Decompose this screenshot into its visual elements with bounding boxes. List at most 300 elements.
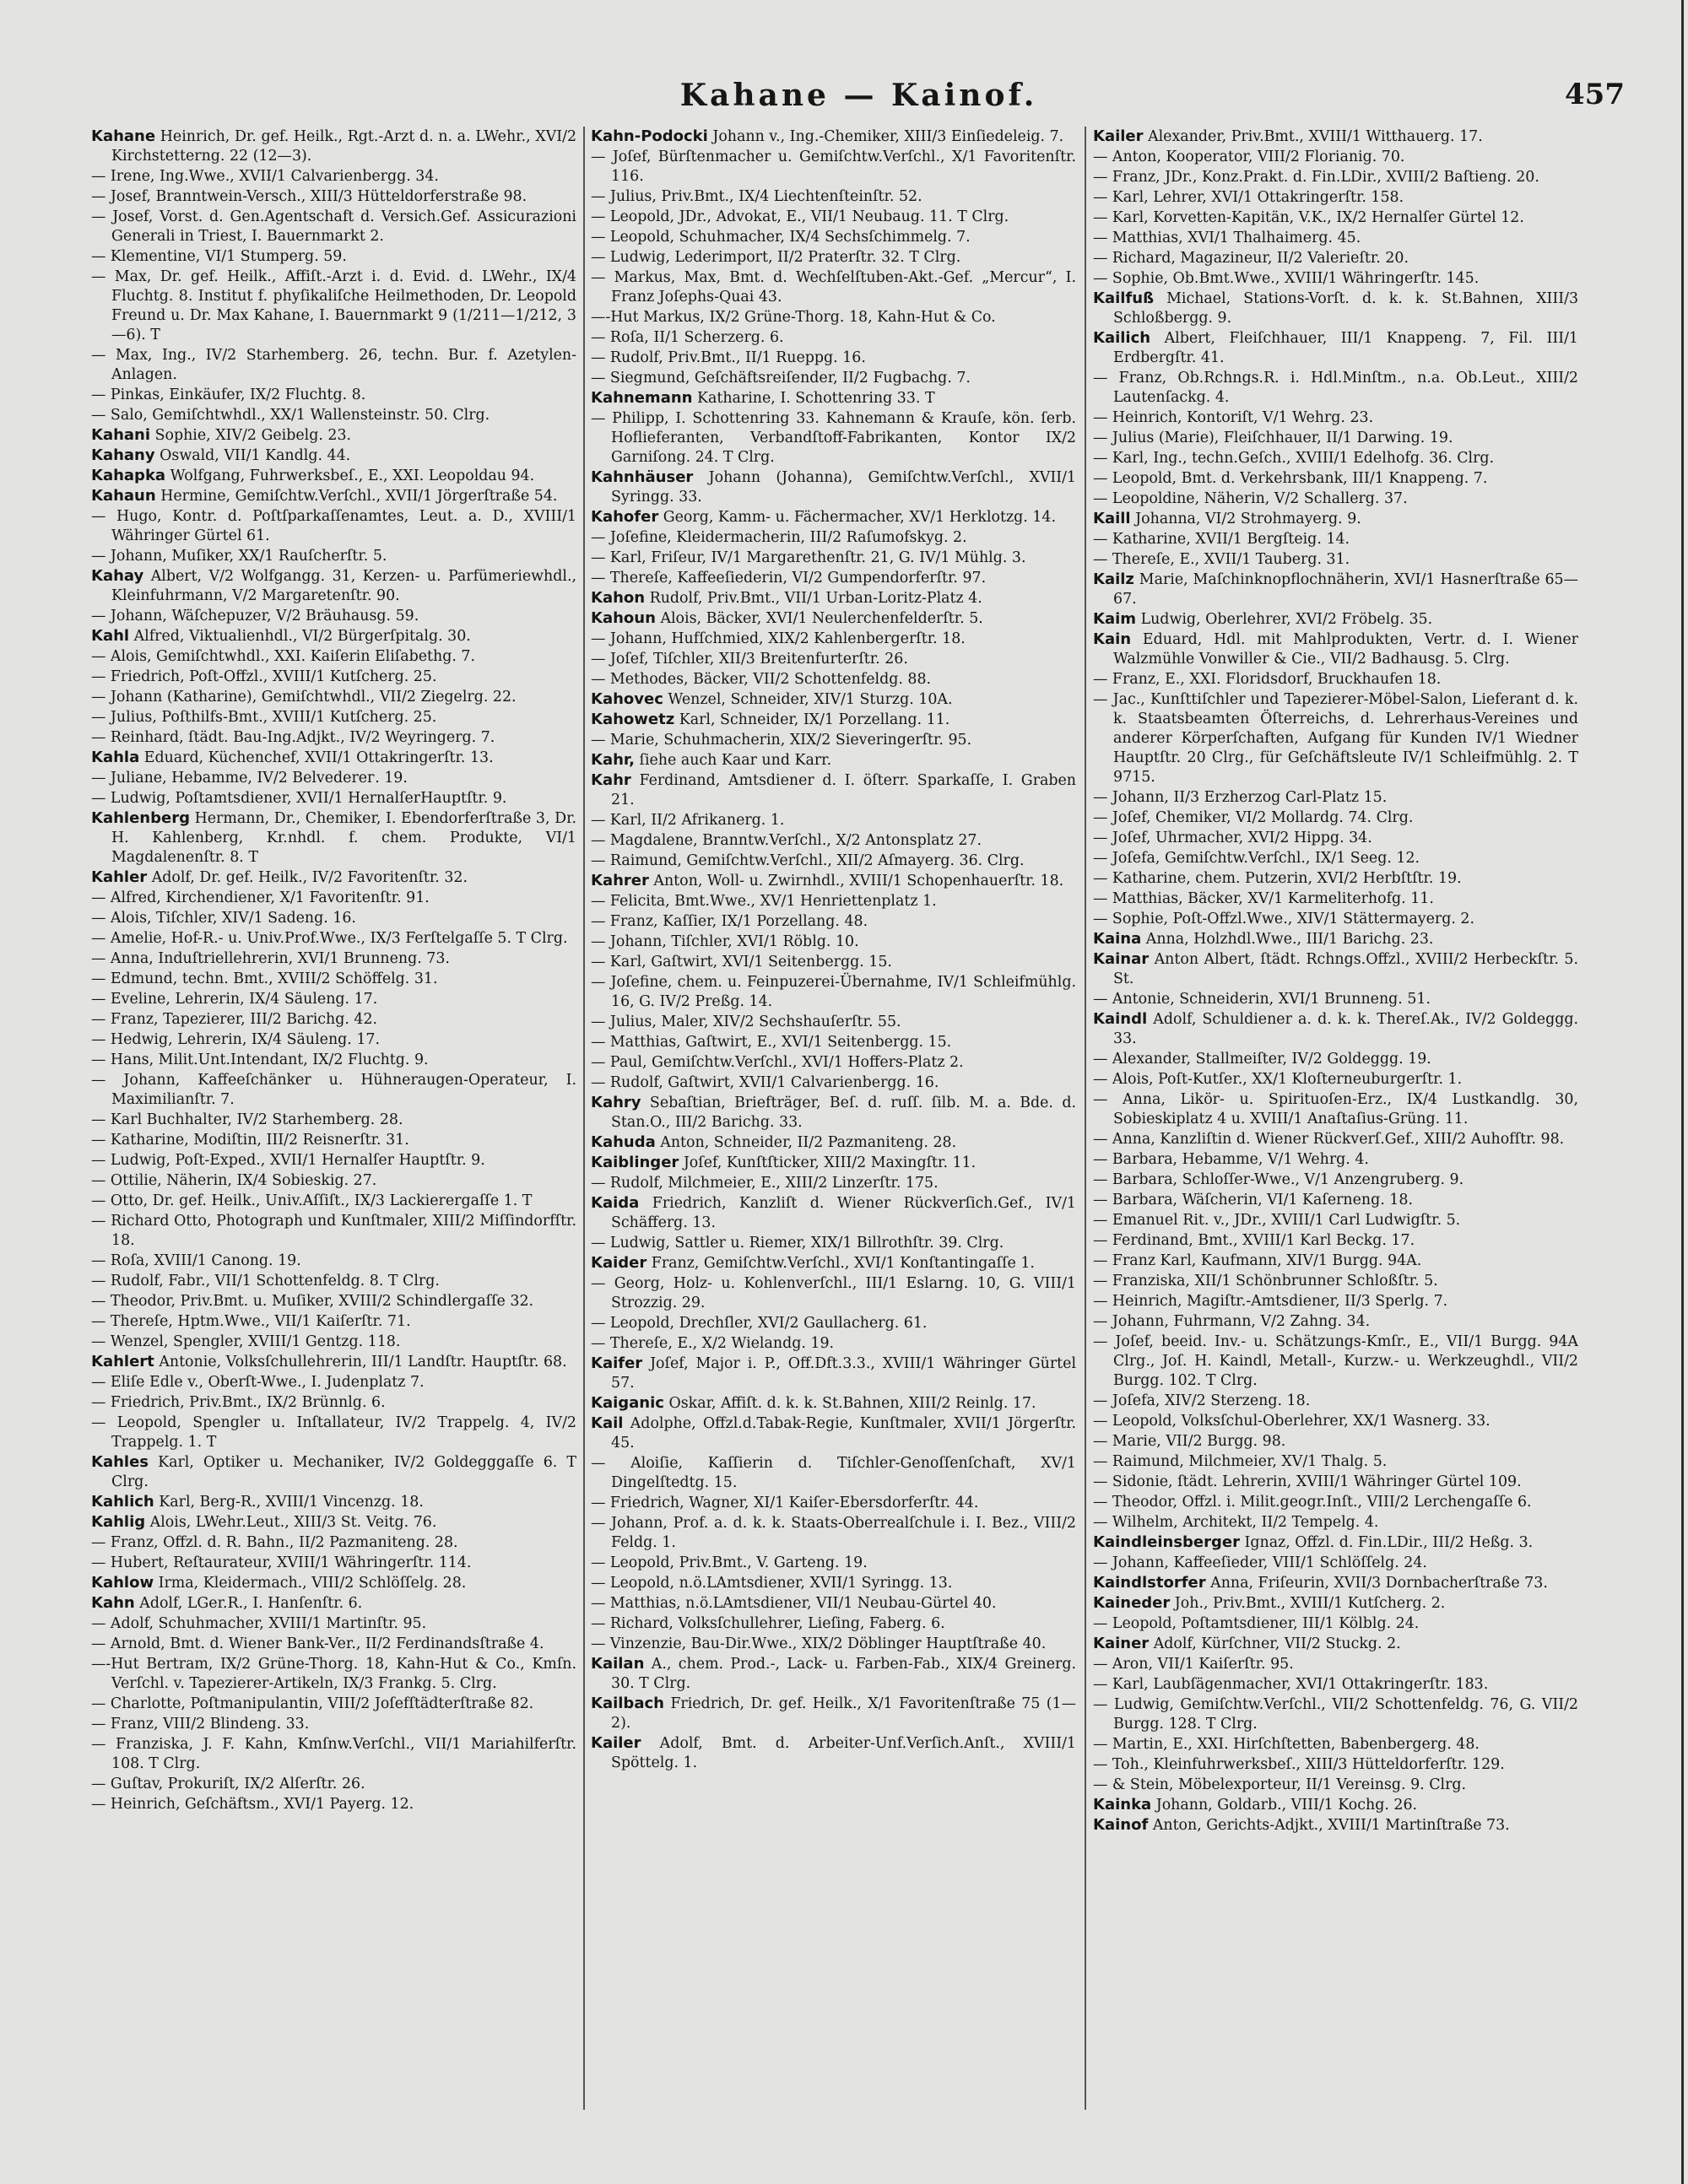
directory-entry (1093, 1149, 1578, 1170)
entry-details: — Thereſe, E., XVII/1 Tauberg. 31. (1093, 551, 1350, 568)
directory-entry (591, 1593, 1076, 1614)
entry-details: — Ottilie, Näherin, IX/4 Sobieskig. 27. (91, 1172, 377, 1189)
entry-details: — Max, Dr. gef. Heilk., Affiſt.-Arzt i. d. Evid. d. LWehr., IX/4 Fluchtg. 8. Institut f. phyſikaliſche Heilmethoden, Dr. Leopold Freund u. Dr. Max Kahane, I. Bauernmarkt 9 (1/211—1/212, 3—6). T (91, 268, 576, 343)
entry-details: Joſef, Kunſtſticker, XIII/2 Maxingſtr. 11. (683, 1154, 977, 1171)
entry-surname: Kahlenberg (91, 809, 190, 827)
entry-details: — Aron, VII/1 Kaiſerſtr. 95. (1093, 1656, 1294, 1673)
directory-entry (591, 268, 1076, 307)
entry-details: Karl, Schneider, IX/1 Porzellang. 11. (679, 711, 950, 728)
entry-details: — Joſefa, XIV/2 Sterzeng. 18. (1093, 1392, 1311, 1409)
directory-entry (591, 730, 1076, 750)
entry-details: — Richard Otto, Photograph und Kunſtmaler, XIII/2 Miſſindorfſtr. 18. (91, 1213, 576, 1249)
entry-surname: Kaida (591, 1194, 640, 1212)
directory-entry (1093, 268, 1578, 289)
directory-entry (591, 1253, 1076, 1273)
entry-surname: Kahay (91, 567, 144, 585)
directory-entry (91, 768, 576, 788)
directory-entry (91, 1512, 576, 1533)
entry-surname: Kaindlstorfer (1093, 1574, 1206, 1592)
entry-details: — Wenzel, Spengler, XVIII/1 Gentzg. 118. (91, 1333, 401, 1350)
directory-entry (1093, 1775, 1578, 1795)
directory-entry (91, 727, 576, 748)
entry-details: — Antonie, Schneiderin, XVI/1 Brunneng. 51. (1093, 991, 1431, 1008)
entry-details: Franz, Gemiſchtw.Verſchl., XVI/1 Konſtantingaſſe 1. (651, 1255, 1035, 1272)
directory-entry (91, 566, 576, 606)
directory-entry (91, 1130, 576, 1150)
entry-surname: Kahlig (91, 1513, 146, 1531)
directory-entry (91, 1694, 576, 1714)
directory-entry (591, 1694, 1076, 1733)
directory-entry (591, 1733, 1076, 1773)
entry-details: — Philipp, I. Schottenring 33. Kahnemann & Krauſe, kön. ſerb. Hoflieferanten, Verbandſtoff-Fabrikanten, Kontor IX/2 Garniſong. 24. T Clrg. (591, 410, 1076, 466)
directory-entry (1093, 609, 1578, 630)
entry-details: Ignaz, Offzl. d. Fin.LDir., III/2 Heßg. 3. (1244, 1534, 1534, 1551)
entry-details: Adolf, Dr. gef. Heilk., IV/2 Favoritenſtr. 32. (151, 869, 468, 886)
directory-entry (591, 1012, 1076, 1032)
entry-details: — Karl, Ing., techn.Geſch., XVIII/1 Edelhofg. 36. Clrg. (1093, 450, 1495, 467)
directory-entry (1093, 570, 1578, 609)
entry-surname: Kahl (91, 627, 130, 645)
directory-entry (1093, 368, 1578, 408)
directory-entry (1093, 1190, 1578, 1210)
entry-details: — Roſa, XVIII/1 Canong. 19. (91, 1252, 301, 1269)
entry-details: — Hugo, Kontr. d. Poſtſparkaſſenamtes, Leut. a. D., XVIII/1 Währinger Gürtel 61. (91, 508, 576, 544)
directory-entry (91, 466, 576, 486)
entry-details: — Edmund, techn. Bmt., XVIII/2 Schöffelg. 31. (91, 970, 438, 987)
directory-entry (591, 871, 1076, 891)
directory-entry (91, 969, 576, 989)
directory-entry (591, 972, 1076, 1012)
directory-entry (1093, 848, 1578, 868)
entry-details: — Alois, Tiſchler, XIV/1 Sadeng. 16. (91, 910, 356, 927)
entry-details: — Raimund, Milchmeier, XV/1 Thalg. 5. (1093, 1453, 1388, 1470)
entry-details: — Johann, Fuhrmann, V/2 Zahng. 34. (1093, 1313, 1371, 1330)
entry-surname: Kaiganic (591, 1394, 664, 1412)
directory-entry (591, 1093, 1076, 1133)
entry-details: — Marie, Schuhmacherin, XIX/2 Sieveringerſtr. 95. (591, 732, 972, 749)
entry-details: — Johann, Tiſchler, XVI/1 Röblg. 10. (591, 933, 859, 950)
directory-entry (91, 606, 576, 626)
entry-details: Rudolf, Priv.Bmt., VII/1 Urban-Loritz-Platz 4. (649, 590, 982, 607)
entry-details: Karl, Berg-R., XVIII/1 Vincenzg. 18. (159, 1494, 424, 1511)
directory-entry (591, 830, 1076, 851)
directory-entry (1093, 208, 1578, 228)
entry-details: — Julius, Maler, XIV/2 Sechshauſerſtr. 55. (591, 1014, 901, 1030)
directory-entry (591, 1393, 1076, 1414)
directory-entry (91, 1291, 576, 1311)
directory-entry (91, 788, 576, 808)
directory-entry (1093, 408, 1578, 428)
directory-entry (91, 1413, 576, 1452)
directory-entry (591, 1333, 1076, 1354)
directory-entry (91, 1251, 576, 1271)
entry-surname: Kahon (591, 589, 646, 607)
directory-entry (91, 1070, 576, 1110)
directory-entry (91, 949, 576, 969)
entry-surname: Kaim (1093, 610, 1137, 628)
entry-details: — Raimund, Gemiſchtw.Verſchl., XII/2 Aſmayerg. 36. Clrg. (591, 852, 1025, 869)
entry-details: — Ludwig, Poſt-Exped., XVII/1 Hernalſer Hauptſtr. 9. (91, 1152, 485, 1169)
entry-details: — Alfred, Kirchendiener, X/1 Favoritenſtr. 91. (91, 889, 430, 906)
entry-surname: Kahofer (591, 508, 659, 526)
entry-surname: Kahapka (91, 467, 166, 484)
directory-entry (1093, 909, 1578, 929)
entry-details: — Joſef, beeid. Inv.- u. Schätzungs-Kmſr., E., VII/1 Burgg. 94A Clrg., Joſ. H. Kaindl, Metall-, Kurzw.- u. Werkzeughdl., VII/2 Burgg. 102. T Clrg. (1093, 1333, 1578, 1389)
entry-details: — Leopold, Drechſler, XVI/2 Gaullacherg. 61. (591, 1315, 928, 1332)
entry-details: — Theodor, Offzl. i. Milit.geogr.Inſt., VIII/2 Lerchengaſſe 6. (1093, 1494, 1532, 1511)
entry-details: — Leopold, n.ö.LAmtsdiener, XVII/1 Syringg. 13. (591, 1575, 953, 1592)
entry-details: Hermine, Gemiſchtw.Verſchl., XVII/1 Jörgerſtraße 54. (160, 488, 558, 505)
entry-details: — Joſefa, Gemiſchtw.Verſchl., IX/1 Seeg. 12. (1093, 850, 1420, 867)
entry-details: — Leopold, Priv.Bmt., V. Garteng. 19. (591, 1554, 868, 1571)
entry-surname: Kain (1093, 630, 1132, 648)
page-edge (1681, 0, 1684, 2184)
entry-details: — Alexander, Stallmeiſter, IV/2 Goldeggg. 19. (1093, 1051, 1431, 1068)
entry-details: — Wilhelm, Architekt, II/2 Tempelg. 4. (1093, 1514, 1379, 1531)
directory-entry (591, 1414, 1076, 1453)
directory-entry (591, 1133, 1076, 1153)
entry-surname: Kailan (591, 1655, 645, 1673)
directory-entry (91, 646, 576, 667)
entry-details: Alexander, Priv.Bmt., XVIII/1 Witthauerg. 17. (1148, 128, 1483, 145)
directory-entry (591, 1614, 1076, 1634)
entry-details: — Roſa, II/1 Scherzerg. 6. (591, 329, 784, 346)
entry-details: — Julius, Poſthilfs-Bmt., XVIII/1 Kutſcherg. 25. (91, 709, 437, 726)
directory-entry (1093, 1089, 1578, 1129)
entry-surname: Kaill (1093, 510, 1131, 527)
entry-surname: Kahla (91, 749, 140, 766)
entry-details: — Barbara, Wäſcherin, VI/1 Kaſerneng. 18. (1093, 1192, 1413, 1208)
entry-surname: Kahuda (591, 1133, 656, 1151)
entry-surname: Kahlert (91, 1353, 154, 1370)
entry-details: Alois, LWehr.Leut., XIII/3 St. Veitg. 76. (149, 1514, 437, 1531)
directory-entry (591, 507, 1076, 527)
entry-details: Friedrich, Dr. gef. Heilk., X/1 Favoritenſtraße 75 (1—2). (611, 1695, 1076, 1732)
entry-details: — Karl, Laubſägenmacher, XVI/1 Ottakringerſtr. 183. (1093, 1676, 1489, 1693)
entry-details: — Eliſe Edle v., Oberſt-Wwe., I. Judenplatz 7. (91, 1374, 425, 1391)
directory-entry (1093, 529, 1578, 549)
directory-entry (1093, 228, 1578, 248)
entry-details: Oskar, Affiſt. d. k. k. St.Bahnen, XIII/2 Reinlg. 17. (668, 1395, 1036, 1412)
directory-column-3 (1093, 127, 1578, 2118)
entry-details: — Pinkas, Einkäufer, IX/2 Fluchtg. 8. (91, 387, 366, 403)
page-title: Kahane — Kainof. (679, 78, 1038, 113)
entry-details: Sebaſtian, Briefträger, Beſ. d. ruſſ. ſilb. M. a. Bde. d. Stan.O., III/2 Barichg. 33. (611, 1095, 1076, 1131)
directory-entry (91, 748, 576, 768)
entry-details: — Markus, Max, Bmt. d. Wechſelſtuben-Akt.-Gef. „Mercur“, I. Franz Joſephs-Quai 43. (591, 269, 1076, 305)
entry-details: — Irene, Ing.Wwe., XVII/1 Calvarienbergg. 34. (91, 168, 439, 185)
directory-entry (1093, 1815, 1578, 1835)
directory-entry (91, 1593, 576, 1614)
entry-details: — Hans, Milit.Unt.Intendant, IX/2 Fluchtg. 9. (91, 1051, 429, 1068)
entry-surname: Kaineder (1093, 1594, 1171, 1612)
directory-entry (91, 127, 576, 166)
directory-entry (591, 388, 1076, 408)
entry-details: — Arnold, Bmt. d. Wiener Bank-Ver., II/2 Ferdinandsſtraße 4. (91, 1635, 544, 1652)
directory-entry (1093, 127, 1578, 147)
directory-entry (1093, 147, 1578, 167)
entry-details: Adolf, LGer.R., I. Hanſenſtr. 6. (139, 1595, 363, 1612)
entry-details: Adolphe, Offzl.d.Tabak-Regie, Kunſtmaler, XVII/1 Jörgerſtr. 45. (611, 1415, 1076, 1451)
directory-entry (91, 1553, 576, 1573)
entry-surname: Kahany (91, 446, 155, 464)
entry-details: Albert, Fleiſchhauer, III/1 Knappeng. 7, Fil. III/1 Erdbergſtr. 41. (1113, 330, 1578, 366)
entry-surname: Kahnemann (591, 389, 693, 407)
entry-details: — Joſef, Uhrmacher, XVI/2 Hippg. 34. (1093, 830, 1372, 846)
entry-details: — Ferdinand, Bmt., XVIII/1 Karl Beckg. 17. (1093, 1232, 1415, 1249)
entry-surname: Kahlich (91, 1493, 154, 1511)
directory-entry (1093, 428, 1578, 448)
entry-details: Johann, Goldarb., VIII/1 Kochg. 26. (1155, 1797, 1418, 1814)
entry-details: — Matthias, Gaſtwirt, E., XVI/1 Seitenbergg. 15. (591, 1034, 952, 1051)
directory-entry (591, 1193, 1076, 1233)
directory-entry (1093, 248, 1578, 268)
entry-details: — Joſef, Tiſchler, XII/3 Breitenfurterſtr. 26. (591, 651, 908, 668)
entry-surname: Kahane (91, 127, 156, 145)
entry-details: — Johann (Katharine), Gemiſchtwhdl., VII/2 Ziegelrg. 22. (91, 689, 517, 705)
directory-entry (91, 1030, 576, 1050)
entry-details: Georg, Kamm- u. Fächermacher, XV/1 Herklotzg. 14. (663, 509, 1056, 526)
entry-details: A., chem. Prod.-, Lack- u. Farben-Fab., XIX/4 Greinerg. 30. T Clrg. (611, 1656, 1076, 1692)
directory-entry (1093, 1251, 1578, 1271)
entry-details: — Johann, Kaffeeſchänker u. Hühneraugen-Operateur, I. Maximilianſtr. 7. (91, 1072, 576, 1108)
entry-surname: Kahr (591, 771, 631, 789)
entry-details: — Sophie, Ob.Bmt.Wwe., XVIII/1 Währingerſtr. 145. (1093, 270, 1480, 287)
directory-entry (91, 405, 576, 425)
directory-entry (591, 1654, 1076, 1694)
entry-details: — Toh., Kleinfuhrwerksbeſ., XIII/3 Hütteldorferſtr. 129. (1093, 1756, 1505, 1773)
entry-details: — Friedrich, Poſt-Offzl., XVIII/1 Kutſcherg. 25. (91, 668, 437, 685)
entry-details: — Ludwig, Lederimport, II/2 Praterſtr. 32. T Clrg. (591, 249, 961, 266)
directory-entry (91, 1271, 576, 1291)
directory-entry (1093, 689, 1578, 787)
entry-details: — Leopold, Poſtamtsdiener, III/1 Kölblg. 24. (1093, 1615, 1420, 1632)
entry-details: — Siegmund, Geſchäftsreiſender, II/2 Fugbachg. 7. (591, 370, 971, 387)
entry-details: — Salo, Gemiſchtwhdl., XX/1 Wallensteinstr. 50. Clrg. (91, 407, 490, 424)
entry-details: Adolf, Schuldiener a. d. k. k. Thereſ.Ak., IV/2 Goldeggg. 33. (1113, 1011, 1578, 1047)
entry-details: — Karl, II/2 Afrikanerg. 1. (591, 812, 785, 829)
directory-entry (591, 710, 1076, 730)
entry-details: — Heinrich, Magiſtr.-Amtsdiener, II/3 Sperlg. 7. (1093, 1293, 1448, 1310)
entry-details: — Theodor, Priv.Bmt. u. Muſiker, XVIII/2 Schindlergaſſe 32. (91, 1293, 534, 1310)
entry-details: — Franz, Kaſſier, IX/1 Porzellang. 48. (591, 913, 868, 930)
directory-entry (91, 1150, 576, 1170)
directory-entry (591, 1354, 1076, 1393)
entry-details: Ludwig, Oberlehrer, XVI/2 Fröbelg. 35. (1140, 611, 1433, 628)
directory-entry (91, 1352, 576, 1372)
entry-details: Irma, Kleidermach., VIII/2 Schlöſſelg. 28. (158, 1575, 467, 1592)
entry-details: Wenzel, Schneider, XIV/1 Sturzg. 10A. (668, 691, 953, 708)
entry-details: — Paul, Gemiſchtw.Verſchl., XVI/1 Hoffers-Platz 2. (591, 1054, 964, 1071)
entry-details: — & Stein, Möbelexporteur, II/1 Vereinsg. 9. Clrg. (1093, 1776, 1467, 1793)
entry-details: —-Hut Markus, IX/2 Grüne-Thorg. 18, Kahn-Hut & Co. (591, 309, 996, 326)
entry-surname: Kahnhäuser (591, 468, 694, 486)
entry-details: — Katharine, Modiſtin, III/2 Reisnerſtr. 31. (91, 1132, 409, 1149)
entry-surname: Kailbach (591, 1695, 664, 1712)
entry-details: — Franz, JDr., Konz.Prakt. d. Fin.LDir., XVIII/2 Baſtieng. 20. (1093, 169, 1539, 186)
directory-entry (91, 166, 576, 187)
entry-details: Karl, Optiker u. Mechaniker, IV/2 Goldegggaſſe 6. T Clrg. (111, 1454, 576, 1490)
directory-entry (91, 1492, 576, 1512)
directory-entry (591, 649, 1076, 669)
entry-details: — Sidonie, ſtädt. Lehrerin, XVIII/1 Währinger Gürtel 109. (1093, 1473, 1522, 1490)
directory-entry (591, 368, 1076, 388)
directory-entry (1093, 1654, 1578, 1674)
entry-details: Michael, Stations-Vorſt. d. k. k. St.Bahnen, XIII/3 Schloßbergg. 9. (1113, 290, 1578, 327)
entry-details: — Emanuel Rit. v., JDr., XVIII/1 Carl Ludwigſtr. 5. (1093, 1212, 1461, 1229)
entry-details: — Adolf, Schuhmacher, XVIII/1 Martinſtr. 95. (91, 1615, 427, 1632)
directory-entry (91, 908, 576, 928)
entry-details: Alfred, Viktualienhdl., VI/2 Bürgerſpitalg. 30. (133, 628, 471, 645)
entry-details: Johann (Johanna), Gemiſchtw.Verſchl., XVII/1 Syringg. 33. (611, 469, 1076, 505)
entry-details: Albert, V/2 Wolfgangg. 31, Kerzen- u. Parfümeriewhdl., Kleinfuhrmann, V/2 Margaretenſtr. 90. (111, 568, 576, 604)
entry-surname: Kail (591, 1414, 624, 1432)
entry-surname: Kaina (1093, 930, 1142, 948)
directory-entry (1093, 787, 1578, 808)
directory-entry (1093, 1795, 1578, 1815)
entry-surname: Kailz (1093, 570, 1134, 588)
directory-entry (591, 127, 1076, 147)
directory-entry (1093, 669, 1578, 689)
entry-details: — Julius, Priv.Bmt., IX/4 Liechtenſteinſtr. 52. (591, 188, 922, 205)
directory-entry (1093, 1674, 1578, 1695)
directory-entry (591, 1233, 1076, 1253)
entry-details: — Juliane, Hebamme, IV/2 Belvederег. 19. (91, 770, 408, 787)
entry-details: Alois, Bäcker, XVI/1 Neulerchenfelderſtr. 5. (660, 610, 983, 627)
directory-entry (1093, 1069, 1578, 1089)
entry-surname: Kahry (591, 1094, 641, 1111)
entry-details: — Rudolf, Priv.Bmt., II/1 Rueppg. 16. (591, 349, 866, 366)
entry-details: — Leopold, Volksſchul-Oberlehrer, XX/1 Wasnerg. 33. (1093, 1413, 1491, 1430)
directory-entry (1093, 1271, 1578, 1291)
entry-details: — Martin, E., XXI. Hirſchſtetten, Babenbergerg. 48. (1093, 1736, 1480, 1753)
entry-details: — Sophie, Poſt-Offzl.Wwe., XIV/1 Stättermayerg. 2. (1093, 911, 1474, 927)
entry-details: —-Hut Bertram, IX/2 Grüne-Thorg. 18, Kahn-Hut & Co., Kmſn. Verſchl. v. Tapezierer-Artikeln, IX/3 Frankg. 5. Clrg. (91, 1656, 576, 1692)
entry-details: — Franz, Tapezierer, III/2 Barichg. 42. (91, 1011, 378, 1028)
entry-details: Anton, Schneider, II/2 Pazmaniteng. 28. (660, 1134, 957, 1151)
entry-details: — Max, Ing., IV/2 Starhemberg. 26, techn. Bur. f. Azetylen-Anlagen. (91, 347, 576, 383)
directory-entry (1093, 1472, 1578, 1492)
entry-details: Oswald, VII/1 Kandlg. 44. (160, 447, 351, 464)
directory-column-1 (91, 127, 576, 2118)
entry-details: Hermann, Dr., Chemiker, I. Ebendorferſtraße 3, Dr. H. Kahlenberg, Kr.nhdl. f. chem. Produkte, VI/1 Magdalenenſtr. 8. T (111, 810, 576, 866)
entry-surname: Kaindl (1093, 1010, 1148, 1028)
entry-details: Anton, Gerichts-Adjkt., XVIII/1 Martinſtraße 73. (1152, 1817, 1510, 1834)
directory-entry (591, 891, 1076, 911)
directory-entry (1093, 448, 1578, 468)
directory-entry (91, 267, 576, 345)
entry-surname: Kailich (1093, 329, 1151, 347)
entry-details: Anna, Holzhdl.Wwe., III/1 Barichg. 23. (1145, 931, 1434, 948)
directory-entry (1093, 808, 1578, 828)
entry-surname: Kaindleinsberger (1093, 1533, 1240, 1551)
entry-details: — Ludwig, Sattler u. Riemer, XIX/1 Billrothſtr. 39. Clrg. (591, 1235, 1004, 1251)
entry-details: — Amelie, Hof-R.- u. Univ.Prof.Wwe., IX/3 Ferſtelgaſſe 5. T Clrg. (91, 930, 568, 947)
directory-entry (1093, 1332, 1578, 1391)
directory-entry (591, 1273, 1076, 1313)
entry-details: Anton Albert, ſtädt. Rchngs.Offzl., XVIII/2 Herbeckſtr. 5. St. (1113, 951, 1578, 987)
entry-details: Ferdinand, Amtsdiener d. I. öſterr. Sparkaſſe, I. Graben 21. (611, 772, 1076, 808)
entry-details: Friedrich, Kanzliſt d. Wiener Rückverſich.Gef., IV/1 Schäfferg. 13. (611, 1195, 1076, 1231)
entry-details: — Heinrich, Geſchäftsm., XVI/1 Payerg. 12. (91, 1796, 414, 1813)
directory-entry (1093, 1311, 1578, 1332)
directory-entry (1093, 1734, 1578, 1754)
directory-entry (1093, 929, 1578, 949)
directory-entry (91, 928, 576, 949)
entry-details: — Johann, Kaffeeſieder, VIII/1 Schlöſſelg. 24. (1093, 1554, 1427, 1571)
directory-entry (591, 1634, 1076, 1654)
directory-entry (591, 348, 1076, 368)
directory-entry (1093, 509, 1578, 529)
entry-surname: Kainof (1093, 1816, 1149, 1834)
entry-details: Joh., Priv.Bmt., XVIII/1 Kutſcherg. 2. (1174, 1595, 1446, 1612)
directory-column-2 (591, 127, 1076, 2118)
entry-details: — Friedrich, Priv.Bmt., IX/2 Brünnlg. 6. (91, 1394, 386, 1411)
entry-details: — Reinhard, ſtädt. Bau-Ing.Adjkt., IV/2 Weyringerg. 7. (91, 729, 495, 746)
directory-entry (1093, 1129, 1578, 1149)
entry-details: — Guſtav, Prokuriſt, IX/2 Alſerſtr. 26. (91, 1776, 365, 1792)
directory-entry (91, 1714, 576, 1734)
entry-details: — Julius (Marie), Fleiſchhauer, II/1 Darwing. 19. (1093, 430, 1453, 446)
entry-details: Joſef, Major i. P., Off.Dft.3.3., XVIII/1 Währinger Gürtel 57. (611, 1355, 1076, 1392)
directory-entry (91, 546, 576, 566)
directory-entry (1093, 489, 1578, 509)
entry-details: Antonie, Volksſchullehrerin, III/1 Landſtr. Hauptſtr. 68. (159, 1354, 567, 1370)
directory-entry (591, 468, 1076, 507)
entry-details: — Karl, Korvetten-Kapitän, V.K., IX/2 Hernalſer Gürtel 12. (1093, 209, 1524, 226)
entry-surname: Kailer (1093, 127, 1144, 145)
directory-entry (591, 568, 1076, 588)
entry-details: — Anna, Induſtriellehrerin, XVI/1 Brunneng. 73. (91, 950, 450, 967)
directory-entry (91, 345, 576, 385)
entry-surname: Kahn-Podocki (591, 127, 708, 145)
directory-entry (1093, 1009, 1578, 1049)
entry-details: Sophie, XIV/2 Geibelg. 23. (154, 427, 352, 444)
directory-entry (91, 1311, 576, 1332)
entry-details: Eduard, Küchenchef, XVII/1 Ottakringerſtr. 13. (143, 749, 494, 766)
directory-entry (591, 408, 1076, 468)
directory-entry (591, 247, 1076, 268)
column-divider (1085, 127, 1086, 2110)
entry-details: — Aloiſie, Kaſſierin d. Tiſchler-Genoſſenſchaft, XV/1 Dingelſtedtg. 15. (591, 1455, 1076, 1491)
directory-entry (91, 385, 576, 405)
entry-details: — Franz, Ob.Rchngs.R. i. Hdl.Minſtm., n.a. Ob.Leut., XIII/2 Lautenſackg. 4. (1093, 370, 1578, 406)
entry-details: — Franz, Offzl. d. R. Bahn., II/2 Pazmaniteng. 28. (91, 1534, 458, 1551)
entry-surname: Kahlow (91, 1574, 154, 1592)
directory-entry (91, 868, 576, 888)
entry-details: — Karl, Friſeur, IV/1 Margarethenſtr. 21, G. IV/1 Mühlg. 3. (591, 549, 1026, 566)
directory-entry (91, 1654, 576, 1694)
entry-details: — Leopold, JDr., Advokat, E., VII/1 Neubaug. 11. T Clrg. (591, 208, 1009, 225)
entry-surname: Kahler (91, 868, 148, 886)
directory-entry (1093, 549, 1578, 570)
directory-entry (91, 486, 576, 506)
entry-details: Katharine, I. Schottenring 33. T (697, 390, 935, 407)
entry-details: — Hedwig, Lehrerin, IX/4 Säuleng. 17. (91, 1031, 381, 1048)
directory-entry (1093, 949, 1578, 989)
entry-details: — Leopoldine, Näherin, V/2 Schallerg. 37. (1093, 490, 1408, 507)
entry-details: Anton, Woll- u. Zwirnhdl., XVIII/1 Schopenhauerſtr. 18. (653, 873, 1064, 889)
entry-details: Wolfgang, Fuhrwerksbeſ., E., XXI. Leopoldau 94. (170, 468, 535, 484)
entry-surname: Kaiblinger (591, 1154, 679, 1171)
entry-details: — Rudolf, Fabr., VII/1 Schottenfeldg. 8. T Clrg. (91, 1273, 440, 1289)
directory-entry (591, 548, 1076, 568)
directory-entry (591, 307, 1076, 327)
directory-entry (91, 667, 576, 687)
entry-details: — Anna, Kanzliſtin d. Wiener Rückverſ.Gef., XIII/2 Auhofſtr. 98. (1093, 1131, 1565, 1148)
entry-surname: Kainka (1093, 1796, 1152, 1814)
directory-entry (1093, 1431, 1578, 1451)
